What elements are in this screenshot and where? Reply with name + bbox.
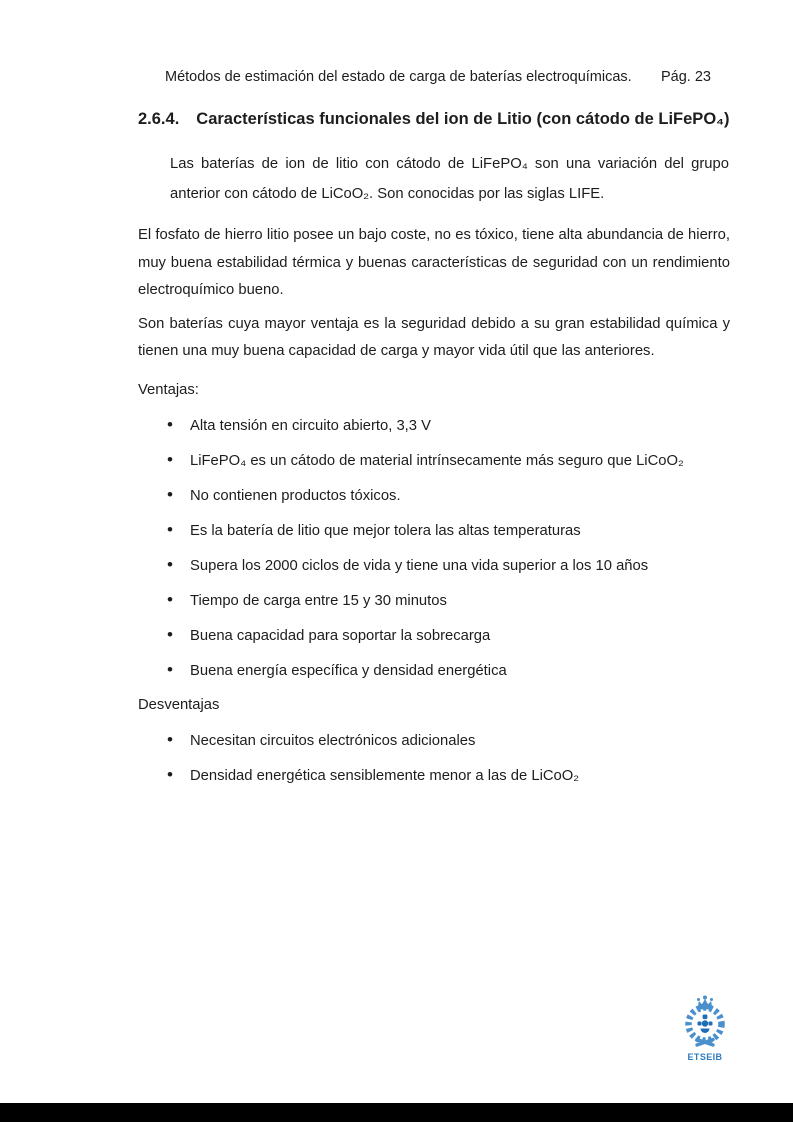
list-item: • Supera los 2000 ciclos de vida y tiene una vida superior a los 10 años: [138, 556, 738, 576]
etseib-logo: [676, 995, 734, 1062]
list-item: • Es la batería de litio que mejor tolera las altas temperaturas: [138, 521, 738, 541]
section-heading: [138, 110, 738, 129]
list-item: • Buena capacidad para soportar la sobrecarga: [138, 626, 738, 646]
paragraph-safety: Son baterías cuya mayor ventaja es la seguridad debido a su gran estabilidad química y tienen una muy buena capacidad de carga y mayor vida útil que las anteriores.: [138, 316, 730, 359]
section-title: Características funcionales del ion de Litio (con cátodo de LiFePO₄): [196, 110, 730, 128]
etseib-crest-icon: [677, 995, 733, 1047]
etseib-logo-caption: ETSEIB: [687, 1052, 723, 1062]
disadvantages-list: [138, 731, 738, 801]
section-number: 2.6.4.: [138, 110, 180, 128]
list-item: • Tiempo de carga entre 15 y 30 minutos: [138, 591, 738, 611]
page-header: [165, 69, 711, 85]
advantages-label: Ventajas:: [138, 382, 199, 398]
advantages-list: [138, 416, 738, 696]
list-item: • Alta tensión en circuito abierto, 3,3 V: [138, 416, 738, 436]
paragraph-intro: Las baterías de ion de litio con cátodo de LiFePO₄ son una variación del grupo anterior con cátodo de LiCoO₂. Son conocidas por las siglas LIFE.: [170, 156, 729, 202]
list-item: • Necesitan circuitos electrónicos adicionales: [138, 731, 738, 751]
disadvantages-label: Desventajas: [138, 697, 220, 713]
list-item: • No contienen productos tóxicos.: [138, 486, 738, 506]
paragraph-properties: El fosfato de hierro litio posee un bajo coste, no es tóxico, tiene alta abundancia de hierro, muy buena estabilidad térmica y buenas características de seguridad con un rendimiento electroquímico bueno.: [138, 227, 730, 298]
header-page-number: Pág. 23: [661, 69, 711, 85]
list-item: • Buena energía específica y densidad energética: [138, 661, 738, 681]
list-item: • Densidad energética sensiblemente menor a las de LiCoO₂: [138, 766, 738, 786]
list-item: • LiFePO₄ es un cátodo de material intrínsecamente más seguro que LiCoO₂: [138, 451, 738, 471]
bottom-black-bar: [0, 1103, 793, 1122]
header-title: Métodos de estimación del estado de carga de baterías electroquímicas.: [165, 69, 632, 85]
